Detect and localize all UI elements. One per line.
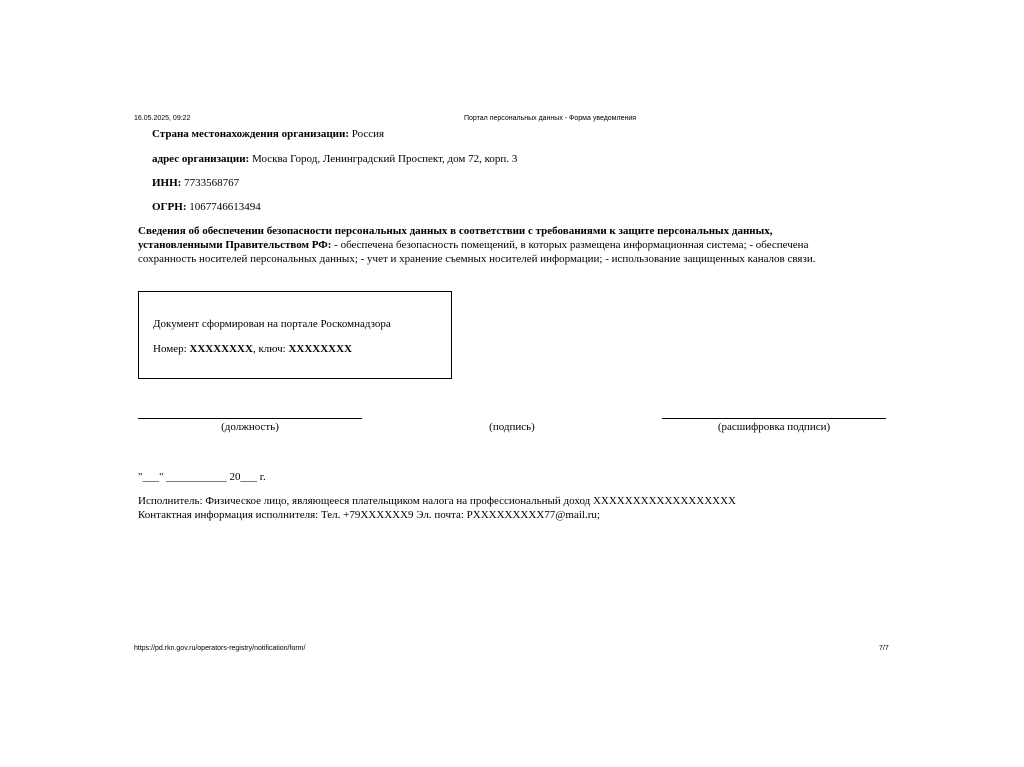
date-line: "___" ___________ 20___ г. <box>138 471 266 483</box>
stamp-number-label: Номер: <box>153 343 190 355</box>
executor-line: Исполнитель: Физическое лицо, являющееся плательщиком налога на профессиональный доход XXXXXXXXXXXXXXXXXX <box>138 495 736 507</box>
position-line <box>138 418 362 419</box>
ogrn-value: 1067746613494 <box>186 201 261 213</box>
position-caption: (должность) <box>221 421 279 433</box>
roskomnadzor-stamp-box <box>138 291 452 379</box>
ogrn-row <box>152 201 261 213</box>
page-header-title: Портал персональных данных - Форма уведомления <box>464 115 637 122</box>
address-row <box>152 153 517 165</box>
decoding-caption: (расшифровка подписи) <box>717 421 831 433</box>
inn-row <box>152 177 239 189</box>
stamp-number-value: XXXXXXXX <box>189 343 253 355</box>
security-value: - обеспечена безопасность помещений, в которых размещена информационная система; - обеспечена сохранность носителей персональных данных; - учет и хранение съемных носителей информации; - использование защищенных каналов связи. <box>138 239 816 265</box>
security-paragraph <box>138 224 838 266</box>
ogrn-label: ОГРН: <box>152 201 187 213</box>
inn-label: ИНН: <box>152 177 182 189</box>
security-label: Сведения об обеспечении безопасности персональных данных в соответствии с требованиями к защите персональных данных, установленными Правительством РФ: <box>138 225 773 251</box>
address-value: Москва Город, Ленинградский Проспект, дом 72, корп. 3 <box>249 153 518 165</box>
country-value: Россия <box>349 128 385 140</box>
country-label: Страна местонахождения организации: <box>152 128 350 140</box>
country-row <box>152 128 384 140</box>
stamp-key-value: XXXXXXXX <box>288 343 352 355</box>
stamp-line-2 <box>153 343 352 355</box>
page-number: 7/7 <box>879 645 889 652</box>
decoding-line <box>662 418 886 419</box>
signature-caption: (подпись) <box>489 421 535 433</box>
executor-contact-line: Контактная информация исполнителя: Тел. +79XXXXXX9 Эл. почта: PXXXXXXXXX77@mail.ru; <box>138 509 600 521</box>
address-label: адрес организации: <box>152 153 250 165</box>
stamp-key-label: , ключ: <box>252 343 289 355</box>
inn-value: 7733568767 <box>181 177 240 189</box>
print-datetime: 16.05.2025, 09:22 <box>134 115 191 122</box>
stamp-line-1: Документ сформирован на портале Роскомнадзора <box>153 318 391 330</box>
footer-url: https://pd.rkn.gov.ru/operators-registry/notification/form/ <box>134 645 306 652</box>
